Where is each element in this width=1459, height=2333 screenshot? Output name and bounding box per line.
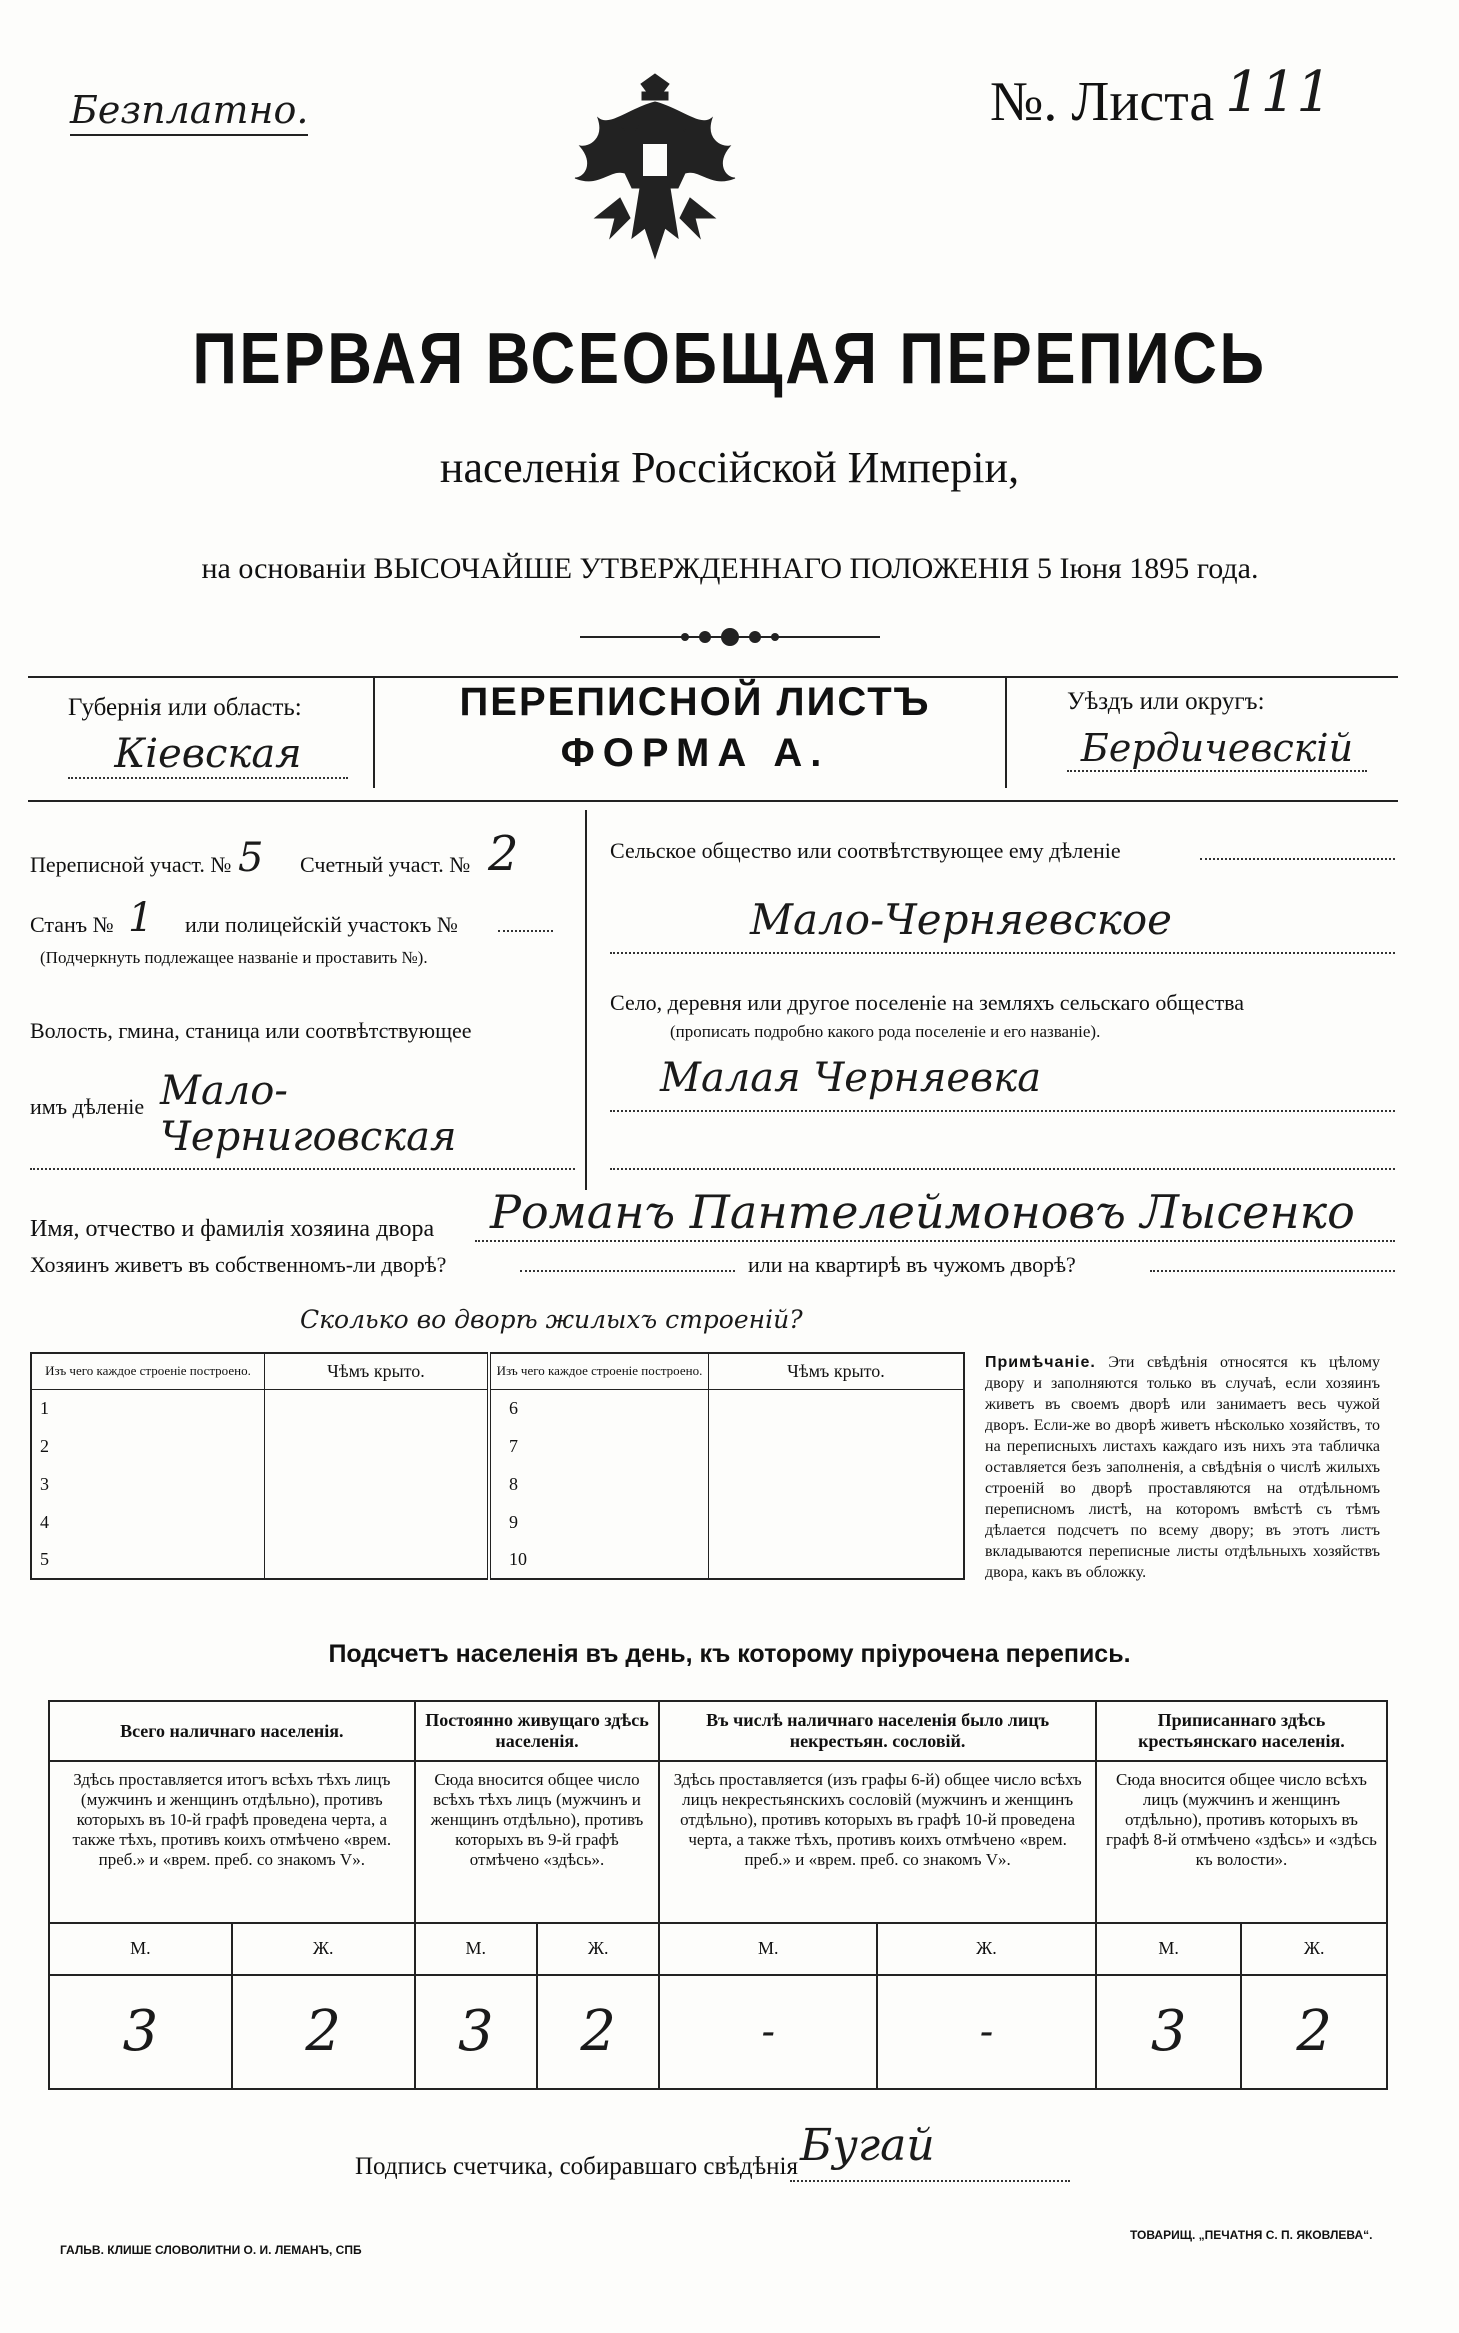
col3-zh-value: - — [877, 1975, 1096, 2089]
zh-label: Ж. — [537, 1923, 659, 1975]
row-num: 2 — [31, 1427, 265, 1465]
form-title-box — [395, 680, 995, 776]
form-title: ПЕРЕПИСНОЙ ЛИСТЪ — [459, 680, 931, 724]
table-row — [31, 1503, 964, 1541]
remark-block — [985, 1352, 1380, 1583]
table-row — [31, 1541, 964, 1579]
owner-name-value: Романъ Пантелеймоновъ Лысенко — [490, 1185, 1355, 1239]
volost-label-2: имъ дѣленіе — [30, 1094, 145, 1119]
row-num: 3 — [31, 1465, 265, 1503]
col4-m-value: 3 — [1096, 1975, 1242, 2089]
signature-line — [790, 2180, 1070, 2182]
row-num: 6 — [489, 1389, 709, 1427]
selo-label: Село, деревня или другое поселеніе на земляхъ сельскаго общества — [610, 990, 1245, 1015]
footer-left: ГАЛЬВ. КЛИШЕ СЛОВОЛИТНИ О. И. ЛЕМАНЪ, СПБ — [60, 2243, 362, 2257]
row-num: 5 — [31, 1541, 265, 1579]
col1-desc: Здѣсь проставляется итогъ всѣхъ тѣхъ лицъ (мужчинъ и женщинъ отдѣльно), противъ которыхъ въ 10-й графѣ проведена черта, а также тѣхъ, противъ коихъ отмѣчено «врем. преб.» и «врем. преб. со знакомъ V». — [49, 1761, 415, 1922]
buildings-table — [30, 1352, 965, 1580]
owner-lives-label-2: или на квартирѣ въ чужомъ дворѣ? — [748, 1252, 1076, 1277]
remark-title: Примѣчаніе. — [985, 1354, 1096, 1371]
row-num: 4 — [31, 1503, 265, 1541]
gubernia-value: Кіевская — [68, 731, 348, 779]
table-row — [31, 1427, 964, 1465]
signature-label: Подпись счетчика, собиравшаго свѣдѣнія — [355, 2153, 798, 2180]
signature-value: Бугай — [800, 2120, 935, 2171]
obshch-value-line — [610, 952, 1395, 954]
underline-note: (Подчеркнуть подлежащее названіе и проставить №). — [40, 948, 428, 967]
m-label: М. — [1096, 1923, 1242, 1975]
stan-label: Станъ № — [30, 912, 114, 937]
col-material-left: Изъ чего каждое строеніе построено. — [31, 1353, 265, 1389]
selo-note: (прописать подробно какого рода поселеніе и его названіе). — [670, 1022, 1101, 1041]
selo-value-line — [610, 1110, 1395, 1112]
perepis-uch-label: Переписной участ. № — [30, 852, 232, 877]
subtitle: населенія Россійской Имперіи, — [439, 443, 1020, 492]
population-table — [48, 1700, 1388, 2090]
col-roof-right: Чѣмъ крыто. — [709, 1353, 965, 1389]
table-row — [31, 1465, 964, 1503]
col1-zh-value: 2 — [232, 1975, 415, 2089]
col-roof-left: Чѣмъ крыто. — [265, 1353, 490, 1389]
m-label: М. — [415, 1923, 537, 1975]
uezd-label: Уѣздъ или округъ: — [1067, 688, 1265, 715]
col1-m-value: 3 — [49, 1975, 232, 2089]
table-row — [31, 1389, 964, 1427]
col2-desc: Сюда вносится общее число всѣхъ тѣхъ лицъ (мужчинъ и женщинъ отдѣльно), противъ которыхъ въ 9-й графѣ отмѣчено «здѣсь». — [415, 1761, 660, 1922]
zh-label: Ж. — [1241, 1923, 1387, 1975]
uezd-value: Бердичевскій — [1067, 726, 1367, 772]
m-label: М. — [659, 1923, 877, 1975]
col4-desc: Сюда вносится общее число всѣхъ лицъ (мужчинъ и женщинъ отдѣльно), противъ которыхъ въ графѣ 8-й отмѣчено «здѣсь» и «здѣсь къ волости». — [1096, 1761, 1387, 1922]
col1-head: Всего наличнаго населенія. — [49, 1701, 415, 1761]
sheet-number-label: №. Листа — [990, 71, 1215, 133]
selo-extra-line — [610, 1168, 1395, 1170]
row-num: 8 — [489, 1465, 709, 1503]
sheet-number-value: 111 — [1225, 60, 1332, 125]
uezd-box — [1005, 676, 1367, 788]
ornament-divider — [580, 622, 880, 652]
buildings-question: Сколько во дворѣ жилыхъ строеній? — [300, 1305, 803, 1334]
row-num: 10 — [489, 1541, 709, 1579]
gubernia-label: Губернія или область: — [68, 694, 302, 721]
zh-label: Ж. — [232, 1923, 415, 1975]
row-num: 7 — [489, 1427, 709, 1465]
row-num: 1 — [31, 1389, 265, 1427]
count-title: Подсчетъ населенія въ день, къ которому пріурочена перепись. — [328, 1640, 1131, 1668]
main-title: ПЕРВАЯ ВСЕОБЩАЯ ПЕРЕПИСЬ — [192, 319, 1267, 399]
police-label: или полицейскій участокъ № — [185, 912, 458, 937]
column-divider — [585, 810, 587, 1190]
obshch-blank — [1200, 858, 1395, 860]
col3-desc: Здѣсь проставляется (изъ графы 6-й) общее число всѣхъ лицъ некрестьянскихъ сословій (мужчинъ и женщинъ отдѣльно), противъ которыхъ въ графѣ 10-й проведена черта, а также тѣхъ, противъ коихъ отмѣчено «врем. преб.» и «врем. преб. со знакомъ V». — [659, 1761, 1096, 1922]
basis-line: на основаніи ВЫСОЧАЙШЕ УТВЕРЖДЕННАГО ПОЛОЖЕНІЯ 5 Іюня 1895 года. — [201, 552, 1259, 585]
col3-m-value: - — [659, 1975, 877, 2089]
selo-value: Малая Черняевка — [660, 1055, 1042, 1101]
zh-label: Ж. — [877, 1923, 1096, 1975]
owner-lives-label: Хозяинъ живетъ въ собственномъ-ли дворѣ? — [30, 1252, 447, 1277]
schet-uch-label: Счетный участ. № — [300, 852, 471, 877]
col2-head: Постоянно живущаго здѣсь населенія. — [415, 1701, 660, 1761]
perepis-uch-value: 5 — [238, 835, 264, 881]
free-label: Безплатно. — [70, 88, 308, 136]
volost-value: Мало-Черниговская — [160, 1068, 457, 1160]
volost-label: Волость, гмина, станица или соотвѣтствующее — [30, 1018, 472, 1043]
owner-name-label: Имя, отчество и фамилія хозяина двора — [30, 1216, 435, 1242]
obshch-label: Сельское общество или соотвѣтствующее ему дѣленіе — [610, 838, 1121, 863]
volost-blank — [30, 1168, 575, 1170]
schet-uch-value: 2 — [488, 826, 519, 882]
owner-name-line — [475, 1240, 1395, 1242]
col2-zh-value: 2 — [537, 1975, 659, 2089]
owner-rent-blank — [1150, 1270, 1395, 1272]
m-label: М. — [49, 1923, 232, 1975]
boxes-bottom-rule — [28, 800, 1398, 802]
stan-value: 1 — [128, 895, 154, 941]
col3-head: Въ числѣ наличнаго населенія было лицъ некрестьян. сословій. — [659, 1701, 1096, 1761]
col4-head: Приписаннаго здѣсь крестьянскаго населенія. — [1096, 1701, 1387, 1761]
col-material-right: Изъ чего каждое строеніе построено. — [489, 1353, 709, 1389]
row-num: 9 — [489, 1503, 709, 1541]
form-subtitle: ФОРМА А. — [560, 731, 830, 775]
gubernia-box — [28, 676, 375, 788]
obshch-value: Мало-Черняевское — [750, 895, 1172, 944]
police-blank — [498, 930, 553, 932]
col2-m-value: 3 — [415, 1975, 537, 2089]
double-headed-eagle-emblem — [570, 68, 740, 268]
col4-zh-value: 2 — [1241, 1975, 1387, 2089]
footer-right: ТОВАРИЩ. „ПЕЧАТНЯ С. П. ЯКОВЛЕВА“. — [1130, 2228, 1373, 2242]
owner-own-blank — [520, 1270, 735, 1272]
remark-text: Эти свѣдѣнія относятся къ цѣлому двору и заполняются только въ случаѣ, если хозяинъ живетъ въ своемъ дворѣ или занимаетъ весь чужой дворъ. Если-же во дворѣ живетъ нѣсколько хозяйствъ, то на переписныхъ листахъ каждаго изъ нихъ эта табличка оставляется безъ заполненія, а свѣдѣнія о числѣ жилыхъ строеній во дворѣ проставляются на отдѣльномъ переписномъ листѣ, на которомъ вмѣстѣ съ тѣмъ дѣлается подсчетъ по всему двору; въ этотъ листъ вкладываются переписные листы отдѣльныхъ хозяйствъ двора, какъ въ обложку. — [985, 1354, 1381, 1581]
